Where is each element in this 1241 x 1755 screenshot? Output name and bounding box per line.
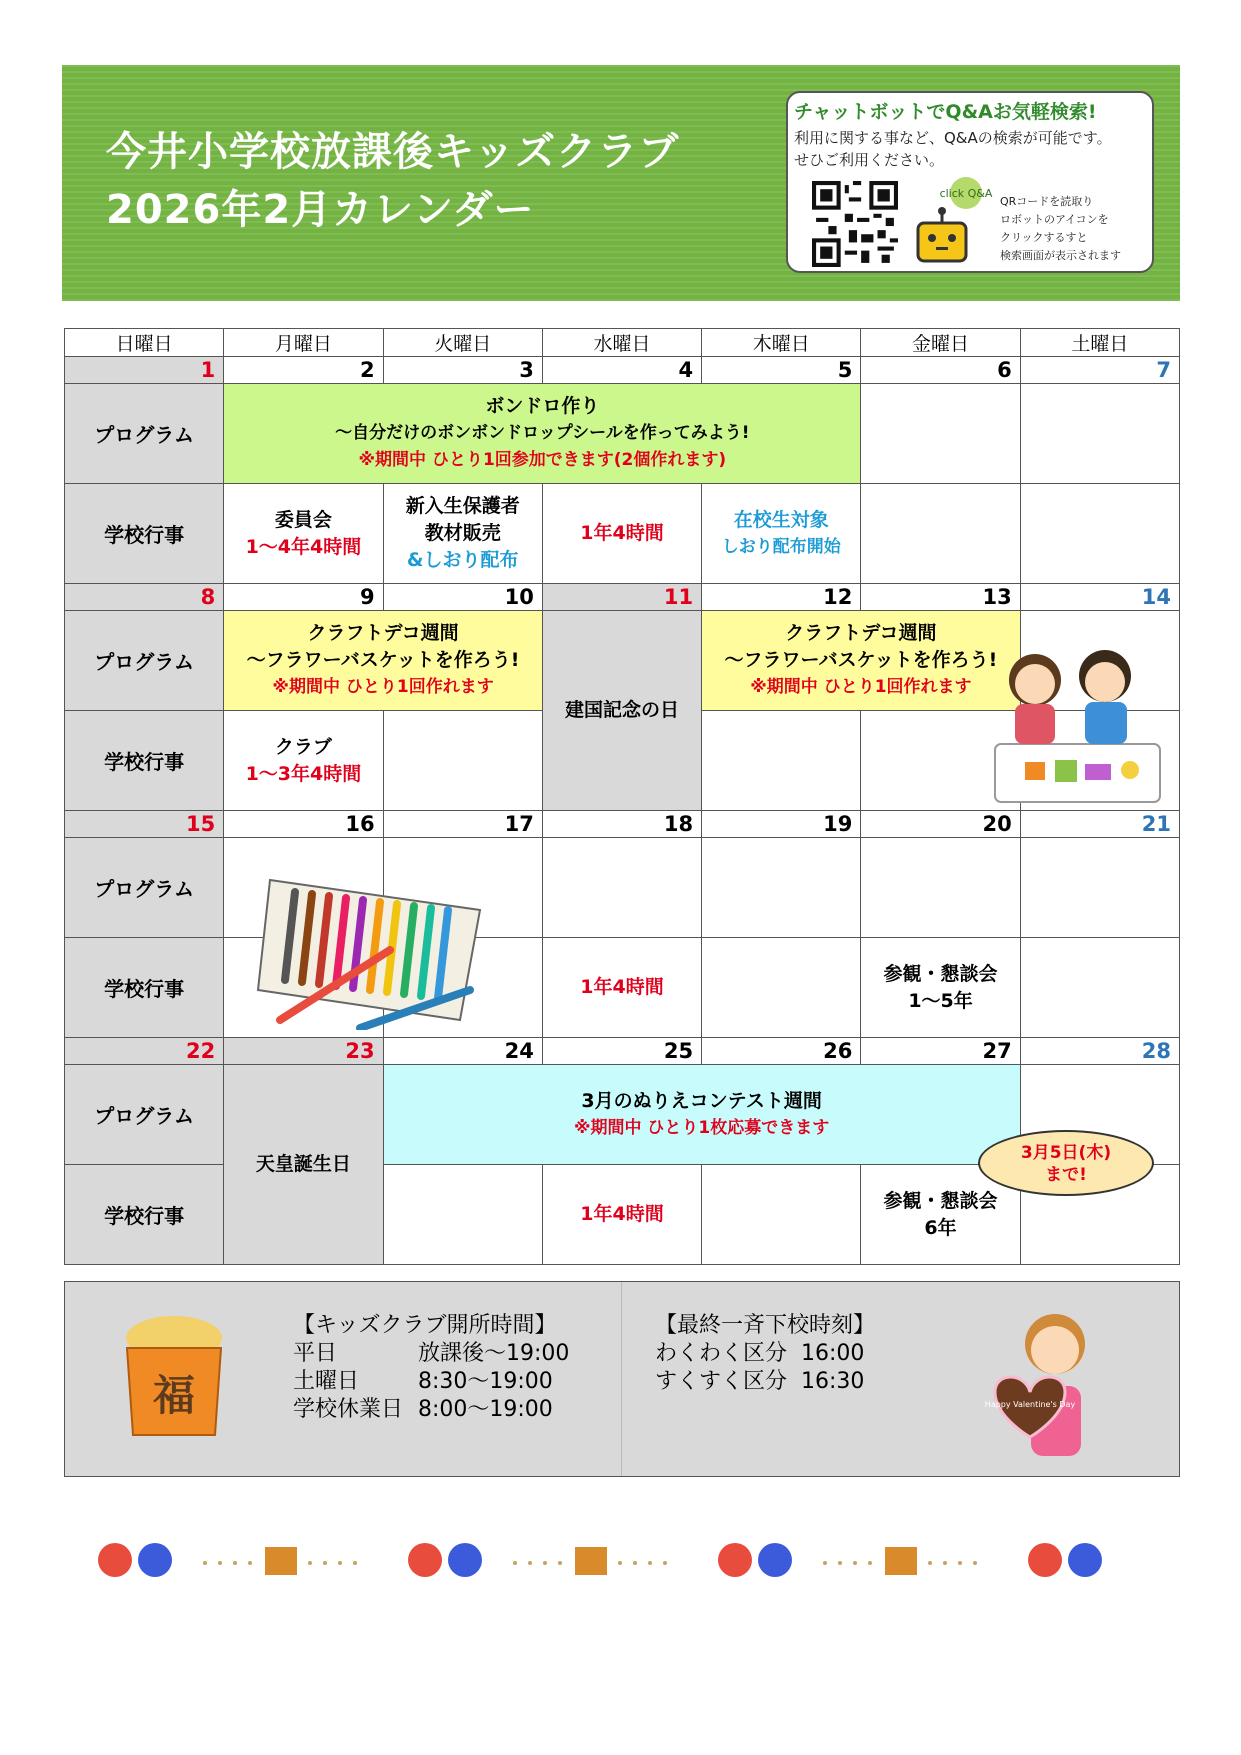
- program-craft-deco: クラフトデコ週間 〜フラワーバスケットを作ろう! ※期間中 ひとり1回作れます: [224, 611, 543, 711]
- day-number-row: [65, 811, 1180, 838]
- day-number: 1: [65, 357, 224, 384]
- weekday-thu: 木曜日: [702, 329, 861, 357]
- day-number: 19: [702, 811, 861, 838]
- program-coloring-contest: 3月のぬりえコンテスト週間 ※期間中 ひとり1枚応募できます: [383, 1065, 1020, 1165]
- event-cell: 委員会 1〜4年4時間: [224, 484, 383, 584]
- day-number: 26: [702, 1038, 861, 1065]
- day-number: 12: [702, 584, 861, 611]
- day-number: 20: [861, 811, 1020, 838]
- empty-cell: [702, 938, 861, 1038]
- program-bondoro: ボンドロ作り 〜自分だけのボンボンドロップシールを作ってみよう! ※期間中 ひとり1回参加できます(2個作れます): [224, 384, 861, 484]
- event-cell: 新入生保護者 教材販売 &しおり配布: [383, 484, 542, 584]
- event-row-label: 学校行事: [65, 484, 224, 584]
- weekday-sun: 日曜日: [65, 329, 224, 357]
- day-number: 28: [1020, 1038, 1179, 1065]
- day-number: 9: [224, 584, 383, 611]
- empty-cell: [702, 711, 861, 811]
- hours-row: 学校休業日 8:00〜19:00: [293, 1397, 553, 1422]
- setsubun-border-decoration: [95, 1535, 1155, 1585]
- day-number-row: [65, 1038, 1180, 1065]
- event-cell: 参観・懇談会 1〜5年: [861, 938, 1020, 1038]
- valentine-girl-illustration: [975, 1302, 1125, 1462]
- opening-hours: 【キッズクラブ開所時間】 平日 放課後〜19:00 土曜日 8:30〜19:00 学校休業日 8:00〜19:00: [293, 1313, 570, 1422]
- day-number: 15: [65, 811, 224, 838]
- event-row-label: 学校行事: [65, 938, 224, 1038]
- weekday-tue: 火曜日: [383, 329, 542, 357]
- weekday-mon: 月曜日: [224, 329, 383, 357]
- leave-row: すくすく区分 16:30: [655, 1369, 865, 1394]
- dismissal-times: 【最終一斉下校時刻】 わくわく区分 16:00 すくすく区分 16:30: [655, 1313, 876, 1394]
- event-row-label: 学校行事: [65, 1165, 224, 1265]
- day-number: 11: [542, 584, 701, 611]
- day-number: 24: [383, 1038, 542, 1065]
- day-number-row: [65, 357, 1180, 384]
- empty-cell: [861, 484, 1020, 584]
- program-row-label: プログラム: [65, 611, 224, 711]
- page-title: 今井小学校放課後キッズクラブ 2026年2月カレンダー: [106, 129, 680, 233]
- day-number: 4: [542, 357, 701, 384]
- empty-cell: [1020, 484, 1179, 584]
- weekday-fri: 金曜日: [861, 329, 1020, 357]
- day-number: 10: [383, 584, 542, 611]
- chatbot-description: 利用に関する事など、Q&Aの検索が可能です。 せひご利用ください。: [794, 129, 1112, 169]
- day-number: 14: [1020, 584, 1179, 611]
- event-cell: 在校生対象 しおり配布開始: [702, 484, 861, 584]
- holiday-cell: 建国記念の日: [542, 611, 701, 811]
- event-cell: 参観・懇談会 6年: [861, 1165, 1020, 1265]
- empty-cell: [542, 838, 701, 938]
- day-number: 5: [702, 357, 861, 384]
- fukumame-box-icon: [119, 1310, 229, 1440]
- weekday-sat: 土曜日: [1020, 329, 1179, 357]
- leave-row: わくわく区分 16:00: [655, 1341, 865, 1366]
- day-number: 3: [383, 357, 542, 384]
- empty-cell: [383, 1165, 542, 1265]
- colored-pencils-illustration: [250, 850, 490, 1030]
- chatbot-instructions: QRコードを読取り ロボットのアイコンを クリックするすと 検索画面が表示されます: [1000, 195, 1121, 262]
- svg-text:Happy Valentine's Day: Happy Valentine's Day: [984, 1400, 1076, 1409]
- event-row-label: 学校行事: [65, 711, 224, 811]
- empty-cell: [383, 711, 542, 811]
- day-number: 2: [224, 357, 383, 384]
- page-header: [62, 65, 1180, 301]
- empty-cell: [1020, 384, 1179, 484]
- program-row-label: プログラム: [65, 1065, 224, 1165]
- event-cell: クラブ 1〜3年4時間: [224, 711, 383, 811]
- day-number: 16: [224, 811, 383, 838]
- program-row-label: プログラム: [65, 384, 224, 484]
- deadline-bubble: 3月5日(木) まで!: [978, 1130, 1154, 1196]
- day-number: 23: [224, 1038, 383, 1065]
- footer-divider: [621, 1282, 622, 1476]
- empty-cell: [1020, 838, 1179, 938]
- day-number: 21: [1020, 811, 1179, 838]
- empty-cell: [861, 384, 1020, 484]
- event-cell: 1年4時間: [542, 938, 701, 1038]
- day-number: 8: [65, 584, 224, 611]
- weekday-wed: 水曜日: [542, 329, 701, 357]
- event-cell: 1年4時間: [542, 1165, 701, 1265]
- day-number: 6: [861, 357, 1020, 384]
- chatbot-info-box: [786, 91, 1154, 273]
- chatbot-heading: チャットボットでQ&Aお気軽検索!: [794, 101, 1097, 123]
- robot-icon[interactable]: [912, 175, 996, 267]
- hours-row: 土曜日 8:30〜19:00: [293, 1369, 553, 1394]
- footer-info: [64, 1281, 1180, 1477]
- day-number: 27: [861, 1038, 1020, 1065]
- kids-crafting-illustration: [985, 632, 1165, 807]
- program-craft-deco: クラフトデコ週間 〜フラワーバスケットを作ろう! ※期間中 ひとり1回作れます: [702, 611, 1021, 711]
- day-number: 18: [542, 811, 701, 838]
- svg-text:福: 福: [152, 1371, 196, 1420]
- empty-cell: [861, 838, 1020, 938]
- holiday-cell: 天皇誕生日: [224, 1065, 383, 1265]
- program-row-label: プログラム: [65, 838, 224, 938]
- empty-cell: [702, 1165, 861, 1265]
- day-number: 17: [383, 811, 542, 838]
- day-number: 25: [542, 1038, 701, 1065]
- event-cell: 1年4時間: [542, 484, 701, 584]
- day-number: 22: [65, 1038, 224, 1065]
- day-number: 7: [1020, 357, 1179, 384]
- qr-code-icon[interactable]: [812, 181, 898, 267]
- day-number: 13: [861, 584, 1020, 611]
- empty-cell: [1020, 938, 1179, 1038]
- weekday-header-row: [65, 329, 1180, 357]
- svg-text:click Q&A: click Q&A: [939, 187, 993, 200]
- hours-row: 平日 放課後〜19:00: [293, 1341, 570, 1366]
- day-number-row: [65, 584, 1180, 611]
- empty-cell: [702, 838, 861, 938]
